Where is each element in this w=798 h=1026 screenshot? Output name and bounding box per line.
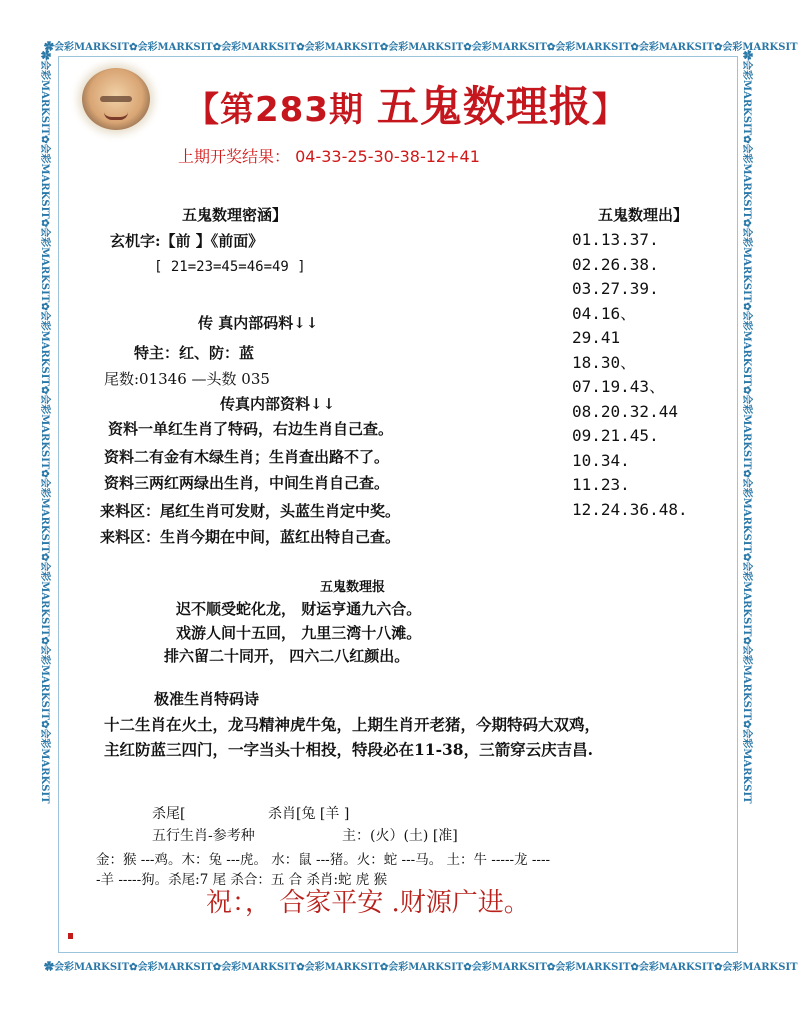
list-item: 18.30、 xyxy=(572,352,637,372)
fax-heading-2: 传真内部资料↓↓ xyxy=(220,395,336,413)
riddle-line: 玄机字:【前 】《前面》 xyxy=(110,232,264,250)
info-line-2: 资料二有金有木绿生肖；生肖查出路不了。 xyxy=(104,448,390,466)
list-item: 29.41 xyxy=(572,328,621,347)
zodiac-poem-line-2: 主红防蓝三四门，一字当头十相投，特段必在11-38，三箭穿云庆吉昌. xyxy=(104,740,593,759)
border-left: ✿会彩MARKSIT✿会彩MARKSIT✿会彩MARKSIT✿会彩MARKSIT✿会彩MARKSIT✿会彩MARKSIT✿会彩MARKSIT✿会彩MARKSIT✿会彩MARKSIT xyxy=(39,50,50,804)
page-title xyxy=(185,74,627,131)
poem-line-2: 戏游人间十五回， 九里三湾十八滩。 xyxy=(176,624,422,642)
kill-tail: 杀尾[ xyxy=(152,806,186,822)
avatar xyxy=(82,68,150,130)
elements-line-2: -羊 -----狗。杀尾:7 尾 杀合：五 合 杀肖:蛇 虎 猴 xyxy=(96,872,388,888)
list-item: 12.24.36.48. xyxy=(572,499,688,519)
poem-line-3: 排六留二十同开， 四六二八红颜出。 xyxy=(164,647,410,665)
info-line-3: 资料三两红两绿出生肖，中间生肖自己查。 xyxy=(104,474,390,492)
main-elements: 主：(火）(土) [准] xyxy=(342,828,458,844)
border-right: ✿会彩MARKSIT✿会彩MARKSIT✿会彩MARKSIT✿会彩MARKSIT✿会彩MARKSIT✿会彩MARKSIT✿会彩MARKSIT✿会彩MARKSIT✿会彩MARKSIT xyxy=(741,50,752,804)
corner-mark xyxy=(68,933,73,939)
list-item: 10.34. xyxy=(572,450,630,470)
kill-zodiac: 杀肖[兔 [羊 ] xyxy=(268,806,350,822)
issue-number: 第283期 xyxy=(220,90,377,130)
border-top: ✿会彩MARKSIT✿会彩MARKSIT✿会彩MARKSIT✿会彩MARKSIT✿会彩MARKSIT✿会彩MARKSIT✿会彩MARKSIT✿会彩MARKSIT✿会彩MARKSIT xyxy=(44,42,798,53)
formula-line: [ 21=23=45=46=49 ] xyxy=(154,259,306,275)
list-item: 04.16、 xyxy=(572,303,637,323)
info-line-4: 来料区：尾红生肖可发财，头蓝生肖定中奖。 xyxy=(100,502,401,520)
list-item: 07.19.43、 xyxy=(572,377,666,396)
tail-head-line: 尾数:01346 —头数 035 xyxy=(104,370,270,388)
last-draw-result: 上期开奖结果： 04-33-25-30-38-12+41 xyxy=(178,147,480,166)
title-bracket-close: 】 xyxy=(591,90,627,130)
info-line-5: 来料区：生肖今期在中间，蓝红出特自己查。 xyxy=(100,528,401,546)
newspaper-name: 五鬼数理报 xyxy=(376,82,592,131)
elements-line-1: 金：猴 ---鸡。木：兔 ---虎。 水：鼠 ---猪。火：蛇 ---马。 土：牛 -----龙 ---- xyxy=(96,852,551,868)
blessing: 祝：， 合家平安 .财源广进。 xyxy=(206,888,530,918)
fax-heading-1: 传 真内部码料↓↓ xyxy=(198,314,319,332)
info-line-1: 资料一单红生肖了特码，右边生肖自己查。 xyxy=(108,420,394,438)
list-item: 08.20.32.44 xyxy=(572,401,678,421)
list-item: 11.23. xyxy=(572,475,630,494)
number-list xyxy=(572,228,688,522)
section-title-secret: 五鬼数理密涵】 xyxy=(182,206,288,224)
poem-line-1: 迟不顺受蛇化龙， 财运亨通九六合。 xyxy=(176,600,422,618)
list-item: 09.21.45. xyxy=(572,426,659,445)
section-title-numbers: 五鬼数理出】 xyxy=(598,206,689,224)
list-item: 02.26.38. xyxy=(572,254,659,274)
poem-heading: 五鬼数理报 xyxy=(320,580,386,595)
list-item: 03.27.39. xyxy=(572,279,659,298)
zodiac-poem-line-1: 十二生肖在火土，龙马精神虎牛兔，上期生肖开老猪，今期特码大双鸡， xyxy=(104,715,601,734)
special-line: 特主：红、防：蓝 xyxy=(134,344,255,362)
title-bracket-open: 【 xyxy=(185,90,220,130)
list-item: 01.13.37. xyxy=(572,230,659,249)
five-elements-label: 五行生肖-参考种 xyxy=(152,828,255,844)
border-bottom: ✿会彩MARKSIT✿会彩MARKSIT✿会彩MARKSIT✿会彩MARKSIT✿会彩MARKSIT✿会彩MARKSIT✿会彩MARKSIT✿会彩MARKSIT✿会彩MARKSIT xyxy=(44,962,798,973)
zodiac-poem-title: 极准生肖特码诗 xyxy=(154,690,260,708)
